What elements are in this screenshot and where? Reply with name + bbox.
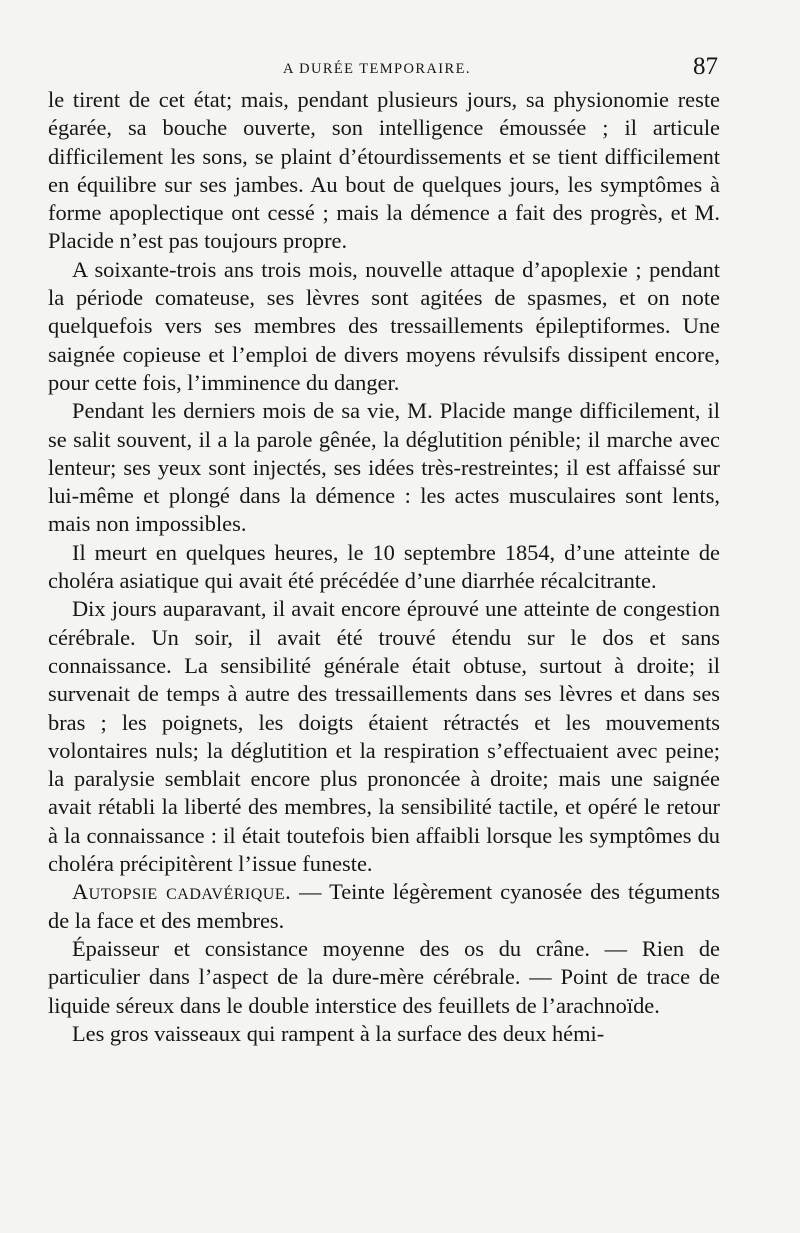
paragraph: Il meurt en quelques heures, le 10 septembre 1854, d’une atteinte de choléra asiatique qui avait été précédée d’une diarrhée récalcitrante. [48, 539, 720, 594]
paragraph: Les gros vaisseaux qui rampent à la surface des deux hémi- [72, 1020, 605, 1046]
body-text [48, 86, 720, 1048]
paragraph: Épaisseur et consistance moyenne des os du crâne. — Rien de particulier dans l’aspect de la dure-mère cérébrale. — Point de trace de liquide séreux dans le double interstice des feuillets de l’arachnoïde. [48, 935, 720, 1018]
page-header [48, 53, 718, 83]
paragraph-text: — Teinte légèrement cyanosée des téguments de la face et des membres. [48, 879, 721, 933]
running-head: A DURÉE TEMPORAIRE. [283, 61, 471, 77]
page-number: 87 [693, 53, 718, 80]
paragraph [48, 878, 720, 935]
paragraph: le tirent de cet état; mais, pendant plusieurs jours, sa physionomie reste égarée, sa bouche ouverte, son intelligence émoussée ; il articule difficilement les sons, se plaint d’étourdissements et se tient difficilement en équilibre sur ses jambes. Au bout de quelques jours, les symptômes à forme apoplectique ont cessé ; mais la démence a fait des progrès, et M. Placide n’est pas toujours propre. [48, 87, 720, 254]
paragraph: A soixante-trois ans trois mois, nouvelle attaque d’apoplexie ; pendant la période comateuse, ses lèvres sont agitées de spasmes, et on note quelquefois vers ses membres des tressaillements épileptiformes. Une saignée copieuse et l’emploi de divers moyens révulsifs dissipent encore, pour cette fois, l’imminence du danger. [48, 256, 720, 395]
paragraph: Dix jours auparavant, il avait encore éprouvé une atteinte de congestion cérébrale. Un soir, il avait été trouvé étendu sur le dos et sans connaissance. La sensibilité générale était obtuse, surtout à droite; il survenait de temps à autre des tressaillements dans ses lèvres et dans ses bras ; les poignets, les doigts étaient rétractés et les mouvements volontaires nuls; la déglutition et la respiration s’effectuaient avec peine; la paralysie semblait encore plus prononcée à droite; mais une saignée avait rétabli la liberté des membres, la sensibilité tactile, et opéré le retour à la connaissance : il était toutefois bien affaibli lorsque les symptômes du choléra précipitèrent l’issue funeste. [48, 596, 720, 877]
section-lead: Autopsie cadavérique. [72, 879, 292, 905]
paragraph: Pendant les derniers mois de sa vie, M. Placide mange difficilement, il se salit souvent, il a la parole gênée, la déglutition pénible; il marche avec lenteur; ses yeux sont injectés, ses idées très-restreintes; il est affaissé sur lui-même et plongé dans la démence : les actes musculaires sont lents, mais non impossibles. [48, 398, 720, 537]
